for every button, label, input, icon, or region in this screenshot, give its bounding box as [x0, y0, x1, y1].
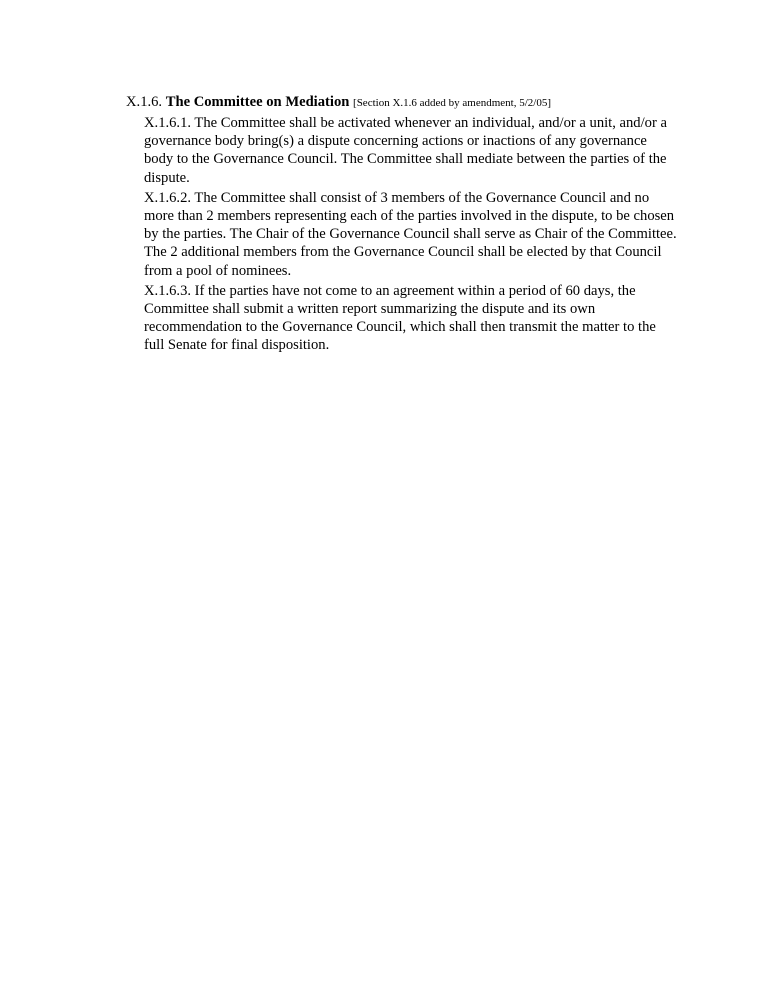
section-x-1-6	[126, 93, 686, 357]
section-amendment-note: [Section X.1.6 added by amendment, 5/2/05]	[353, 97, 551, 109]
section-title: The Committee on Mediation	[165, 94, 350, 110]
section-heading	[126, 93, 686, 112]
clause-x-1-6-2: X.1.6.2. The Committee shall consist of 3 members of the Governance Council and no more than 2 members representing each of the parties involved in the dispute, to be chosen by the parties. The Chair of the Governance Council shall serve as Chair of the Committee. The 2 additional members from the Governance Council shall be elected by that Council from a pool of nominees.	[144, 189, 677, 279]
clause-x-1-6-3: X.1.6.3. If the parties have not come to an agreement within a period of 60 days, the Committee shall submit a written report summarizing the dispute and its own recommendation to the Governance Council, which shall then transmit the matter to the full Senate for final disposition.	[144, 282, 656, 354]
clause-x-1-6-1: X.1.6.1. The Committee shall be activated whenever an individual, and/or a unit, and/or a governance body bring(s) a dispute concerning actions or inactions of any governance body to the Governance Council. The Committee shall mediate between the parties of the dispute.	[144, 115, 667, 186]
section-number: X.1.6.	[126, 94, 163, 110]
